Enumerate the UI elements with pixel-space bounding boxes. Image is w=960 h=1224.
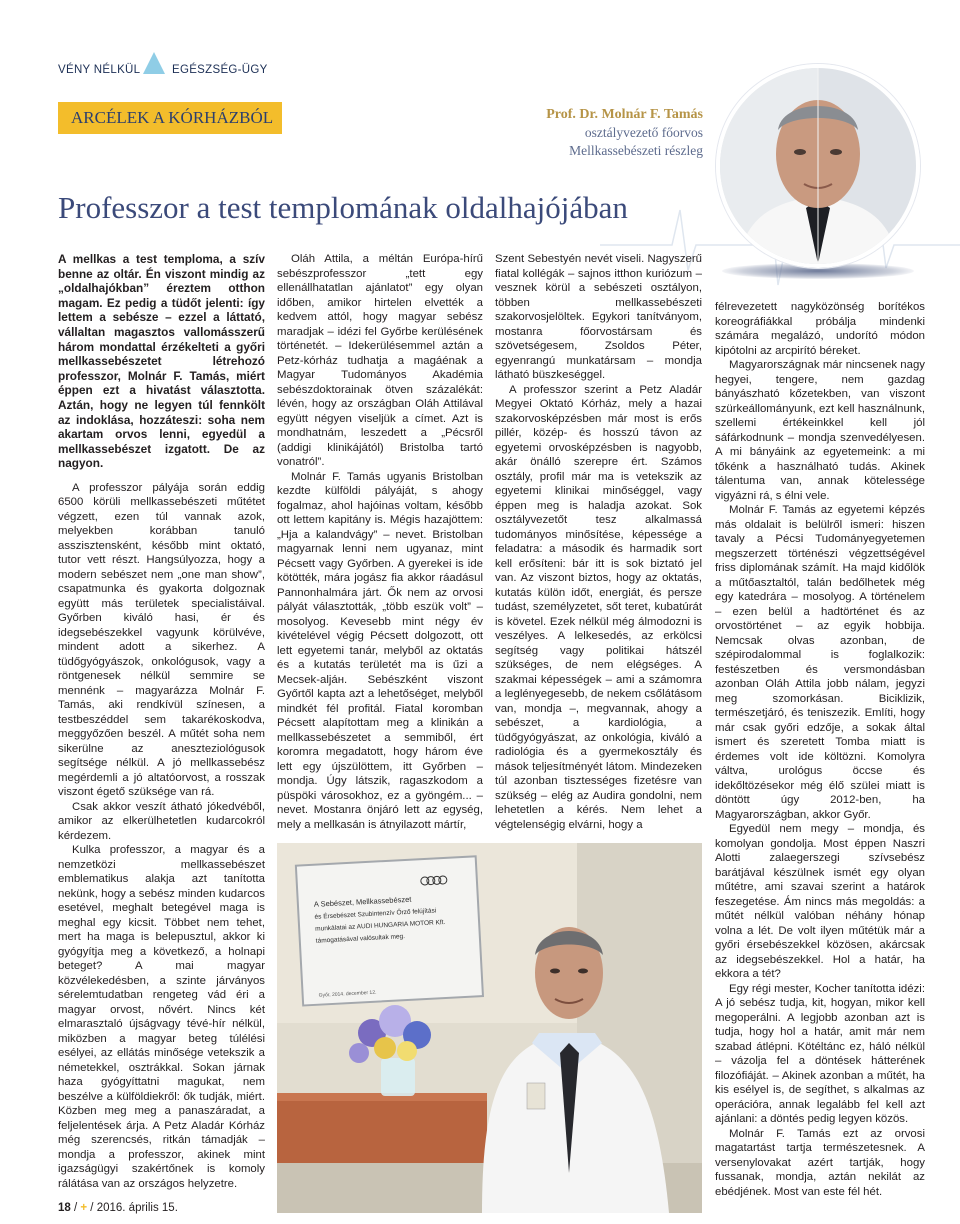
article-paragraph: Molnár F. Tamás ugyanis Bristolban kezdte külföldi pályáját, s ahogy fogalmaz, ahol hajóinas voltam, később ott lettem kapitány is. Mégis hazajöttem: „Hja a kalandvágy” – nevet. Bristolban magyarnak lenni nem ugyanaz, mint Pécsett vagy Győrben. A gyerekei is ide kötötték, mára jogász fia akkor ráadásul Pannonhalmára járt. Ők nem az orvosi pályát választották, „több eszük volt” – mosolyog. Kevesebb mint négy év kivételével végig Pécsett dolgozott, ott lett egyetemi tanár, melyből az oktatás és a kutatás területét ma is űzi a Mecsek-aljáн. Sebészként viszont Győrtől kapta azt a lehetőséget, melyből mindkét fél profitál. Fiatal koromban Pécsett alapítottam meg a klinikán a mellkassebészetet a semmiből, ért koromra megadatott, hogy három éve lett egy újszülöttem, itt Győrben – mondja. Úgy látszik, ragaszkodom a püspöki városokhoz, ez a gyöngém... – nevet. Mostanra önjáró lett az egység, mely a mellkasán is átnyilazott mártír,: [277, 470, 483, 831]
article-column-2: [277, 252, 483, 832]
article-paragraph: Molnár F. Tamás az egyetemi képzés más oldalait is belülről ismeri: hiszen tavaly a Pécsi Tudományegyetemen megszerzett történészi végzettségével friss diplomának számít. Ha majd kidőlök a műtőasztaltól, talán bedőlhetek még egy katedrára – mosolyog. A történelem – ezen belül a hadtörténet és az orvostörténet – az egyik hobbija. Nemcsak olvas azonban, de szépirodalommal is foglalkozik: festészetben és versmondásban azonban Oláh Attila jobb nálam, jegyzi meg szomorkásan. Biciklizik, természetjáró, és teniszezik. Említi, hogy már csak győri edzője, a sokak által ismert és szeretett Tomba miatt is érdemes volt ide költözni. Komolyra váltva, urológus öccse és idekőltözésekor még élő szülei miatt is döntött úgy 2012-ben, ha Magyarországban, akkor Győr.: [715, 504, 925, 821]
article-paragraph: Oláh Attila, a méltán Európa-hírű sebészprofesszor „tett egy ellenállhatatlan ajánlatot” egy olyan időben, amikor hirtelen elvették a kedvem attól, hogy magyar sebész maradjak – idézi fel Győrbe kerülésének történetét. – Idekerülésemmel aztán a Petz-kórház tudhatja a magáénak a Magyar Tudományos Akadémia sebészdoktorainak ötven százalékát: lévén, hogy az országban Oláh Attilával együtt négyen viseljük a címet. Azt is mondhatnám, leszedett a „Pécsről (addigi klinikájától) Bristolba tartó vonatról”.: [277, 253, 483, 468]
article-column-3: [495, 252, 702, 832]
page-footer: [58, 1202, 178, 1214]
plus-icon: +: [80, 1202, 88, 1214]
section-triangle-icon: [143, 52, 165, 74]
article-paragraph: A professzor szerint a Petz Aladár Megyei Oktató Kórház, mely a hazai szakorvosképzésben már most is erős pillér, közép- és hosszú távon az egyetemi orvosképzésben is nagyobb, akár önálló szerepre ért. Számos osztály, profil már ma is vetekszik az egyetemi klinikai minőséggel, vagy éppen meg is haladja azokat. Sok osztályvezetőt tesz alkalmassá tudományos minősítése, képessége a feladatra: a második és harmadik sort kell erősíteni: bár itt is sok biztató jel van. Az viszont biztos, hogy az oktatás, kutatás külön időt, energiát, és persze tudást, személyzetet, sőt teret, kubatúrát is követel. Ezek nélkül még álmodozni is veszélyes. A lelkesedés, az erkölcsi segítség vagy politikai hátszél szükséges, de nem elégséges. A szakmai képességek – ami a számomra a leglényegesebb, de nekem csőlátásom van, mondja –, megvannak, ahogy a sebészet, a kardiológia, a tüdőgyógyászat, az onkológia, kiváló a radiológia és a gyermekosztály és mások teljesítményét látom. Mindezeken túl azonban tisztességes fizetésre van szükség – elég az Audira gondolni, nem lehetetlen a kérés. Nem lehet a végtelenségig elvárni, hogy a: [495, 383, 702, 831]
column-kicker: ARCÉLEK A KÓRHÁZBÓL: [58, 102, 282, 134]
plaque-line-2: és Érsebészet Szubintenzív Őrző felújítási: [314, 907, 437, 921]
article-paragraph: Kulka professzor, a magyar és a nemzetközi mellkassebészet emblematikus alakja azt tanította nekünk, hogy a sebész minden kudarcos esetével, meghalt betegével maga is meghal egy kicsit. Többet nem tehet, mert ha maga is belepusztul, akkor ki gyógyítja meg a következő, a holnapi beteget? A mai magyar közvélekedésben, a szinte járványos sérelemtudatban rengeteg vád éri a magyar orvost, nővért. Nincs két elmarasztaló újságvagy tévé-hír nélkül, miközben a magyar beteg túlélési esélyei, az ellátás minősége vetekszik a németekkel, osztrákkal. Sokan járnak haza gyógyíttatni magukat, nem beszélve a külföldiekről: ők tudják, miért. Közben meg meg a panaszáradat, a feljelentések árja. A Petz Aladár Kórház még szerencsés, ritkán támadják – mondja a professzor, akinek mint igazságügyi szakértőnek is komoly rálátása van az országos helyzetre.: [58, 844, 265, 1190]
article-column-4: [715, 300, 925, 1199]
article-paragraph: Egyedül nem megy – mondja, és komolyan gondolja. Most éppen Naszri Alotti zalaegerszegi szívsebész barátjával készülnek ismét egy olyan műtétre, ami szavai szerint a határok feszegetése. Ám nincs más megoldás: a műtét nélkül valóban néhány hónap volna a lét. De volt ilyen műtétük már a győri érsebészekkel közösen, akárcsak az idegsebészekkel. Hol a határ, ha ekkora a tét?: [715, 823, 925, 980]
byline-name: Prof. Dr. Molnár F. Tamás: [546, 107, 703, 122]
byline-role: osztályvezető főorvos: [584, 125, 703, 140]
plaque-line-3: munkálatai az AUDI HUNGARIA MOTOR Kft.: [315, 918, 446, 933]
article-photo: [277, 843, 702, 1213]
article-lead: A mellkas a test temploma, a szív benne az oltár. Én viszont mindig az „oldalhajókban” éreztem otthon magam. Ez pedig a tüdőt jelenti: így lettem a sebésze – ezzel a láttató, vállaltan magasztos vallomásszerű három mondattal érzékelteti a győri mellkassebészetet létrehozó professzor, Molnár F. Tamás, miért éppen ezt a hivatást választotta. Aztán, hogy ne legyen túl fennkölt az indoklása, hozzáteszi: soha nem akartam orvos lenni, egyedül a mellkassebészet izgatott. De az nagyon.: [58, 252, 265, 471]
article-paragraph: Csak akkor veszít átható jókedvéből, amikor az elkerülhetetlen kudarcokról kérdezem.: [58, 800, 265, 842]
article-column-1: [58, 252, 265, 1191]
issue-date: 2016. április 15.: [96, 1202, 178, 1214]
plaque-line-1: A Sebészet, Mellkassebészet: [313, 894, 412, 909]
byline-department: Mellkassebészeti részleg: [569, 143, 703, 158]
article-paragraph: A professzor pályája során eddig 6500 körüli mellkassebészeti műtétet végzett, ezen túl vannak azok, melyekben korábban tanuló asszisztensként, később mint oktató, tutor vett részt. Hangsúlyozza, hogy a modern sebészet nem „one man show”, csapatmunka és gyakorta dolgoznak együtt más területek specialistáival. Győrben kiváló hasi, ér és idegsebészekkel vagyunk körülvéve, mindent adott a sikerhez. A tüdőgyógyászok, onkológusok, vagy a röntgenesek nélkül semmire se mennénk – magyarázza Molnár F. Tamás, aki rendkívül színesen, a testbeszéddel sem takarékoskodva, meggyőzően beszél. A műtét soha nem sikerülne az aneszteziológusok segítsége nélkül. A jó mellkassebész megérdemli a jó altatóorvost, a rosszak viszont égető szüksége van rá.: [58, 481, 265, 799]
article-paragraph: Szent Sebestyén nevét viseli. Nagyszerű fiatal kollégák – sajnos itthon kuriózum – vesznek körül a sebészeti osztályon, többen mellkassebészeti szakorvosjelöltek. Egykori tanítványom, mostanra főorvostársam és szövetségesem, Zsoldos Péter, egyenrangú munkatársam – mondja látható büszkeséggel.: [495, 253, 702, 381]
footer-separator: /: [87, 1202, 97, 1214]
plaque-line-4: támogatásával valósultak meg.: [315, 933, 406, 945]
article-paragraph: Egy régi mester, Kocher tanította idézi: A jó sebész tudja, kit, hogyan, mikor kell megoperálni. A legjobb azonban azt is tudja, hogy hol a határ, amit már nem szabad átlépni. Kötéltánc ez, háló nélkül – vázolja fel a döntések hátterének filozófiáját. – Akinek azonban a műtét, ha kis esélyel is, de segíthet, s alkalmas az operációra, annak legalább fel kell azt ajánlani: a döntés pedig legyen közös.: [715, 982, 925, 1125]
article-paragraph: félrevezetett nagyközönség borítékos koreográfiákkal próbálja mindenki számára megalázó, undorító módon kipótolni az arcpirító béreket.: [715, 301, 925, 357]
page-number: 18: [58, 1202, 71, 1214]
footer-separator: /: [70, 1202, 81, 1214]
article-headline: Professzor a test templomának oldalhajójában: [58, 190, 628, 225]
portrait-photo: [716, 64, 920, 268]
article-paragraph: Magyarországnak már nincsenek nagy hegyei, tengere, nem gazdag bányászható kőzetekben, van viszont szürkeállományunk, ezt kell használnunk, szellemi értékeinkkel kell jól sáfárkodnunk – mondja szenvedélyesen. A mi bányáink az egyetemeink: a mi tőkénk a használható tudás. Akinek tálentuma van, annak kötelessége vigyázni rá, s élni vele.: [715, 359, 925, 502]
section-tag-right: EGÉSZSÉG-ÜGY: [172, 64, 268, 76]
section-tag-left: VÉNY NÉLKÜL: [58, 64, 141, 76]
article-paragraph: Molnár F. Tamás ezt az orvosi magatartást tartja természetesnek. A versenylovakat azért tartják, hogy fussanak, mondja, aztán nekilát az ebédjének. Most van este fél hét.: [715, 1127, 925, 1198]
plaque-date: Győr, 2014. december 12.: [318, 989, 377, 999]
